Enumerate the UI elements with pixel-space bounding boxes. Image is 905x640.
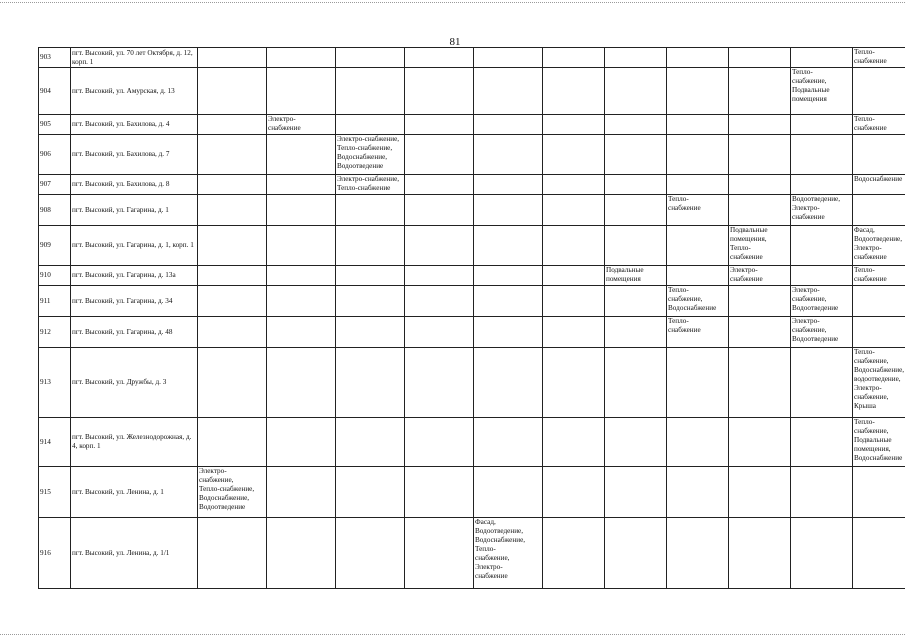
work-cell	[605, 467, 667, 518]
work-cell	[605, 175, 667, 195]
work-cell: Подвальные помещения, Тепло- снабжение	[729, 226, 791, 266]
row-number: 914	[39, 418, 71, 467]
work-cell	[405, 266, 474, 286]
work-cell	[729, 175, 791, 195]
work-cell	[336, 348, 405, 418]
work-cell	[336, 115, 405, 135]
work-cell: Тепло- снабжение	[667, 317, 729, 348]
table-row	[39, 68, 905, 115]
work-cell	[267, 286, 336, 317]
work-cell	[198, 348, 267, 418]
repair-schedule-table	[38, 47, 905, 589]
work-cell	[267, 135, 336, 175]
work-cell	[474, 135, 543, 175]
work-cell	[667, 226, 729, 266]
address-cell: пгт. Высокий, ул. Гагарина, д. 1, корп. 1	[71, 226, 198, 266]
table-row	[39, 115, 905, 135]
row-number: 910	[39, 266, 71, 286]
table-row	[39, 195, 905, 226]
page-number: 81	[449, 36, 461, 48]
work-cell: Подвальные помещения	[605, 266, 667, 286]
table-row	[39, 317, 905, 348]
work-cell	[729, 467, 791, 518]
work-cell: Электро-снабжение, Тепло-снабжение, Водоснабжение, Водоотведение	[336, 135, 405, 175]
row-number: 906	[39, 135, 71, 175]
work-cell	[198, 175, 267, 195]
work-cell	[405, 418, 474, 467]
work-cell	[405, 68, 474, 115]
work-cell	[853, 135, 905, 175]
work-cell	[543, 518, 605, 589]
work-cell	[405, 348, 474, 418]
work-cell	[336, 68, 405, 115]
address-cell: пгт. Высокий, ул. Железнодорожная, д. 4, корп. 1	[71, 418, 198, 467]
work-cell: Электро- снабжение, Водоотведение	[791, 317, 853, 348]
work-cell	[543, 418, 605, 467]
work-cell: Водоотведение, Электро- снабжение	[791, 195, 853, 226]
table-row	[39, 175, 905, 195]
work-cell	[405, 286, 474, 317]
work-cell	[605, 518, 667, 589]
address-cell: пгт. Высокий, ул. Бахилова, д. 8	[71, 175, 198, 195]
work-cell	[198, 195, 267, 226]
work-cell	[267, 175, 336, 195]
work-cell	[605, 348, 667, 418]
work-cell	[405, 175, 474, 195]
work-cell	[667, 418, 729, 467]
row-number: 907	[39, 175, 71, 195]
work-cell	[267, 48, 336, 68]
work-cell	[791, 467, 853, 518]
work-cell: Тепло- снабжение, Водоснабжение, водоотведение, Электро- снабжение, Крыша	[853, 348, 905, 418]
work-cell	[729, 68, 791, 115]
row-number: 908	[39, 195, 71, 226]
work-cell	[667, 266, 729, 286]
work-cell	[853, 467, 905, 518]
work-cell	[543, 175, 605, 195]
work-cell	[198, 266, 267, 286]
scan-edge-bottom	[0, 634, 905, 635]
work-cell: Электро- снабжение	[729, 266, 791, 286]
work-cell	[853, 518, 905, 589]
work-cell	[853, 68, 905, 115]
work-cell	[605, 418, 667, 467]
work-cell	[267, 418, 336, 467]
work-cell	[791, 175, 853, 195]
address-cell: пгт. Высокий, ул. Гагарина, д. 13а	[71, 266, 198, 286]
work-cell	[267, 518, 336, 589]
work-cell	[605, 68, 667, 115]
work-cell	[791, 266, 853, 286]
work-cell	[605, 135, 667, 175]
work-cell: Фасад, Водоотведение, Водоснабжение, Тепло- снабжение, Электро- снабжение	[474, 518, 543, 589]
work-cell	[729, 418, 791, 467]
work-cell: Электро- снабжение, Водоотведение	[791, 286, 853, 317]
row-number: 916	[39, 518, 71, 589]
work-cell: Тепло- снабжение, Подвальные помещения	[791, 68, 853, 115]
work-cell	[336, 317, 405, 348]
address-cell: пгт. Высокий, ул. Амурская, д. 13	[71, 68, 198, 115]
work-cell	[605, 115, 667, 135]
work-cell	[729, 518, 791, 589]
address-cell: пгт. Высокий, ул. Гагарина, д. 1	[71, 195, 198, 226]
work-cell	[198, 286, 267, 317]
work-cell	[267, 226, 336, 266]
work-cell	[667, 348, 729, 418]
work-cell	[543, 317, 605, 348]
work-cell	[336, 518, 405, 589]
work-cell	[336, 48, 405, 68]
work-cell	[667, 467, 729, 518]
work-cell	[791, 135, 853, 175]
address-cell: пгт. Высокий, ул. Дружбы, д. 3	[71, 348, 198, 418]
work-cell: Тепло- снабжение	[667, 195, 729, 226]
work-cell	[729, 195, 791, 226]
row-number: 913	[39, 348, 71, 418]
work-cell	[198, 135, 267, 175]
work-cell	[543, 48, 605, 68]
row-number: 911	[39, 286, 71, 317]
scan-edge-top	[0, 2, 905, 3]
work-cell: Тепло- снабжение, Водоснабжение	[667, 286, 729, 317]
work-cell	[474, 467, 543, 518]
work-cell	[405, 467, 474, 518]
work-cell	[853, 286, 905, 317]
work-cell	[791, 348, 853, 418]
work-cell	[336, 418, 405, 467]
work-cell: Тепло- снабжение, Подвальные помещения, Водоснабжение	[853, 418, 905, 467]
work-cell	[405, 195, 474, 226]
work-cell: Электро- снабжение	[267, 115, 336, 135]
work-cell	[474, 348, 543, 418]
work-cell	[605, 226, 667, 266]
row-number: 904	[39, 68, 71, 115]
work-cell	[267, 68, 336, 115]
work-cell	[543, 286, 605, 317]
work-cell	[405, 317, 474, 348]
table-row	[39, 135, 905, 175]
work-cell	[543, 68, 605, 115]
work-cell	[543, 195, 605, 226]
work-cell	[543, 135, 605, 175]
work-cell	[405, 115, 474, 135]
work-cell	[267, 266, 336, 286]
work-cell	[667, 48, 729, 68]
table-body	[39, 48, 905, 589]
address-cell: пгт. Высокий, ул. 70 лет Октября, д. 12, корп. 1	[71, 48, 198, 68]
work-cell	[405, 48, 474, 68]
work-cell	[605, 317, 667, 348]
work-cell	[267, 317, 336, 348]
work-cell: Электро- снабжение, Тепло-снабжение, Водоснабжение, Водоотведение	[198, 467, 267, 518]
work-cell	[198, 68, 267, 115]
work-cell	[336, 195, 405, 226]
work-cell	[474, 175, 543, 195]
table-row	[39, 266, 905, 286]
work-cell	[729, 286, 791, 317]
work-cell	[198, 226, 267, 266]
table-row	[39, 518, 905, 589]
work-cell	[729, 135, 791, 175]
work-cell	[605, 195, 667, 226]
work-cell	[667, 68, 729, 115]
address-cell: пгт. Высокий, ул. Ленина, д. 1/1	[71, 518, 198, 589]
work-cell	[198, 317, 267, 348]
address-cell: пгт. Высокий, ул. Гагарина, д. 34	[71, 286, 198, 317]
address-cell: пгт. Высокий, ул. Бахилова, д. 7	[71, 135, 198, 175]
work-cell: Фасад, Водоотведение, Электро- снабжение	[853, 226, 905, 266]
work-cell: Электро-снабжение, Тепло-снабжение	[336, 175, 405, 195]
work-cell	[791, 518, 853, 589]
table-row	[39, 226, 905, 266]
work-cell: Тепло- снабжение	[853, 115, 905, 135]
work-cell	[474, 317, 543, 348]
table-row	[39, 348, 905, 418]
work-cell	[605, 286, 667, 317]
work-cell	[667, 175, 729, 195]
work-cell	[729, 348, 791, 418]
address-cell: пгт. Высокий, ул. Ленина, д. 1	[71, 467, 198, 518]
work-cell	[474, 418, 543, 467]
work-cell	[667, 115, 729, 135]
work-cell	[198, 518, 267, 589]
work-cell	[543, 226, 605, 266]
work-cell	[405, 518, 474, 589]
row-number: 909	[39, 226, 71, 266]
work-cell	[474, 226, 543, 266]
work-cell	[474, 195, 543, 226]
work-cell	[543, 467, 605, 518]
row-number: 905	[39, 115, 71, 135]
work-cell	[474, 266, 543, 286]
work-cell	[267, 348, 336, 418]
table-row	[39, 48, 905, 68]
work-cell: Тепло- снабжение	[853, 266, 905, 286]
work-cell	[853, 195, 905, 226]
work-cell	[667, 518, 729, 589]
work-cell	[336, 467, 405, 518]
work-cell	[474, 68, 543, 115]
row-number: 915	[39, 467, 71, 518]
work-cell	[474, 286, 543, 317]
row-number: 912	[39, 317, 71, 348]
work-cell	[543, 115, 605, 135]
table-row	[39, 467, 905, 518]
work-cell	[198, 418, 267, 467]
work-cell	[336, 226, 405, 266]
work-cell	[605, 48, 667, 68]
work-cell	[336, 266, 405, 286]
work-cell	[405, 226, 474, 266]
address-cell: пгт. Высокий, ул. Гагарина, д. 48	[71, 317, 198, 348]
work-cell	[198, 48, 267, 68]
work-cell	[853, 317, 905, 348]
work-cell	[474, 48, 543, 68]
work-cell	[474, 115, 543, 135]
work-cell	[267, 195, 336, 226]
table-row	[39, 286, 905, 317]
work-cell	[791, 48, 853, 68]
row-number: 903	[39, 48, 71, 68]
address-cell: пгт. Высокий, ул. Бахилова, д. 4	[71, 115, 198, 135]
work-cell	[729, 317, 791, 348]
work-cell	[729, 48, 791, 68]
work-cell	[791, 115, 853, 135]
work-cell	[791, 226, 853, 266]
work-cell	[198, 115, 267, 135]
work-cell: Водоснабжение	[853, 175, 905, 195]
work-cell: Тепло- снабжение	[853, 48, 905, 68]
work-cell	[667, 135, 729, 175]
work-cell	[729, 115, 791, 135]
table-row	[39, 418, 905, 467]
work-cell	[791, 418, 853, 467]
work-cell	[336, 286, 405, 317]
work-cell	[543, 266, 605, 286]
work-cell	[405, 135, 474, 175]
work-cell	[543, 348, 605, 418]
work-cell	[267, 467, 336, 518]
